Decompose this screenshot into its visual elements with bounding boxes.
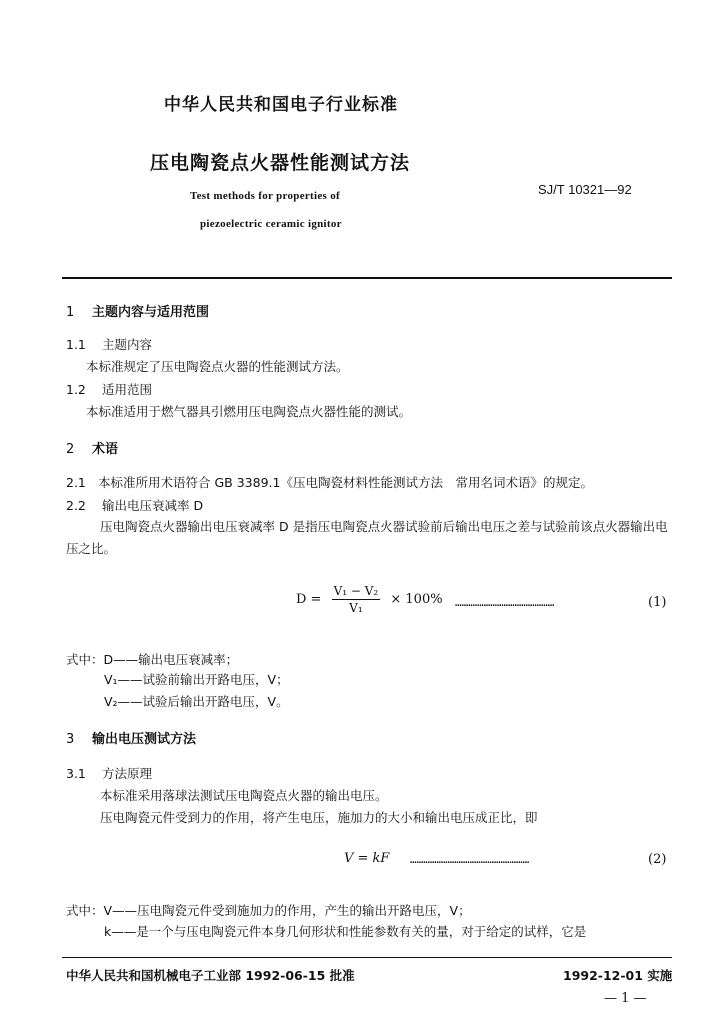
section-3-1-heading	[66, 764, 152, 782]
section-number: 2	[66, 442, 75, 457]
section-2-heading	[66, 438, 118, 457]
section-number: 2.1	[66, 475, 86, 490]
where-1-line-2: V₁——试验前输出开路电压，V；	[104, 672, 289, 687]
section-1-1-text: 本标准规定了压电陶瓷点火器的性能测试方法。	[86, 359, 349, 374]
section-title: 输出电压测试方法	[92, 732, 197, 747]
formula-2: V = kF	[344, 851, 390, 866]
section-number: 1.2	[66, 382, 86, 397]
section-title: 主题内容	[102, 337, 153, 352]
section-title: 主题内容与适用范围	[92, 305, 210, 320]
formula-1-tag: (1)	[648, 595, 667, 610]
where-2-line-1: 式中：V——压电陶瓷元件受到施加力的作用，产生的输出开路电压，V；	[66, 903, 471, 918]
section-1-heading	[66, 301, 209, 320]
section-2-2-heading	[66, 496, 203, 514]
standard-code: SJ/T 10321—92	[538, 182, 632, 197]
approval-line: 中华人民共和国机械电子工业部 1992-06-15 批准	[66, 968, 355, 983]
section-2-1-text	[66, 473, 593, 491]
footer-divider	[62, 957, 672, 958]
formula-denominator: V₁	[349, 601, 363, 615]
fraction-bar	[332, 599, 381, 600]
where-1-line-3: V₂——试验后输出开路电压，V。	[104, 694, 289, 709]
section-3-1-text-2: 压电陶瓷元件受到力的作用，将产生电压，施加力的大小和输出电压成正比，即	[100, 810, 538, 825]
section-title: 方法原理	[102, 766, 153, 781]
formula-rhs: × 100%	[390, 592, 443, 607]
section-3-1-text-1: 本标准采用落球法测试压电陶瓷点火器的输出电压。	[100, 788, 388, 803]
formula-2-tag: (2)	[648, 852, 667, 867]
document-title: 压电陶瓷点火器性能测试方法	[150, 152, 411, 174]
formula-numerator: V₁ − V₂	[333, 584, 379, 598]
formula-1-leader-dots: ………………………………………	[455, 596, 555, 609]
section-2-2-text: 压电陶瓷点火器输出电压衰减率 D 是指压电陶瓷点火器试验前后输出电压之差与试验前该点火器输出电压之比。	[66, 519, 668, 556]
section-3-heading	[66, 728, 196, 747]
section-number: 3.1	[66, 766, 86, 781]
section-number: 3	[66, 732, 75, 747]
formula-1	[296, 584, 443, 615]
section-number: 1	[66, 305, 75, 320]
section-body: 本标准所用术语符合 GB 3389.1《压电陶瓷材料性能测试方法 常用名词术语》的规定。	[98, 475, 593, 490]
header-divider	[62, 277, 672, 279]
section-1-2-heading	[66, 380, 152, 398]
section-title: 适用范围	[102, 382, 153, 397]
formula-2-leader-dots: ………………………………………………	[410, 853, 530, 866]
effective-date: 1992-12-01 实施	[563, 968, 673, 983]
english-title-line-1: Test methods for properties of	[190, 190, 340, 202]
where-1-line-1: 式中：D——输出电压衰减率；	[66, 652, 239, 667]
section-1-1-heading	[66, 335, 152, 353]
section-title: 术语	[92, 442, 119, 457]
formula-lhs: D =	[296, 592, 322, 607]
where-2-line-2: k——是一个与压电陶瓷元件本身几何形状和性能参数有关的量，对于给定的试样，它是	[104, 924, 587, 939]
section-number: 2.2	[66, 498, 86, 513]
standard-header: 中华人民共和国电子行业标准	[164, 95, 398, 115]
english-title-line-2: piezoelectric ceramic ignitor	[200, 218, 342, 230]
page-number: — 1 —	[604, 991, 647, 1006]
section-title: 输出电压衰减率 D	[102, 498, 204, 513]
formula-fraction	[332, 584, 381, 615]
section-number: 1.1	[66, 337, 86, 352]
section-1-2-text: 本标准适用于燃气器具引燃用压电陶瓷点火器性能的测试。	[86, 404, 412, 419]
